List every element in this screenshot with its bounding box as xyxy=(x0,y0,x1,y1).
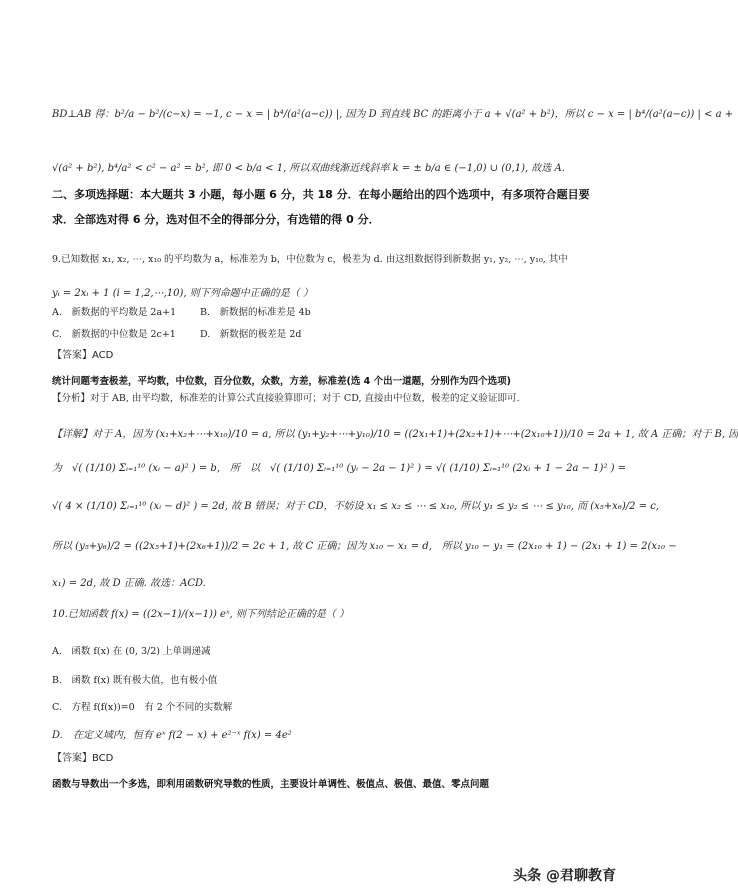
q9-note: 统计问题考查极差，平均数，中位数，百分位数，众数，方差，标准差(选 4 个出一道题，分别作为四个选项) xyxy=(52,376,511,387)
q9-option-c: C. 新数据的中位数是 2c+1 xyxy=(52,329,176,340)
section-heading-line-2: 求．全部选对得 6 分，选对但不全的得部分分，有选错的得 0 分． xyxy=(52,213,380,226)
question-10-stem: 10.已知函数 f(x) = ((2x−1)/(x−1)) eˣ, 则下列结论正确的是（ ） xyxy=(52,609,350,620)
q9-option-d: D. 新数据的极差是 2d xyxy=(200,329,302,340)
q9-detail-line-5: x₁) = 2d, 故 D 正确. 故选：ACD. xyxy=(52,578,206,589)
q10-option-b: B. 函数 f(x) 既有极大值，也有极小值 xyxy=(52,675,218,686)
q9-analysis: 【分析】对于 AB, 由平均数，标准差的计算公式直接验算即可；对于 CD, 直接由中位数，极差的定义验证即可. xyxy=(52,393,520,404)
q9-option-a: A. 新数据的平均数是 2a+1 xyxy=(52,307,177,318)
q10-answer: 【答案】BCD xyxy=(52,753,114,764)
watermark xyxy=(513,865,616,885)
solution-line-2: √(a² + b²), b⁴/a² < c² − a² = b², 即 0 < b/a < 1, 所以双曲线渐近线斜率 k = ± b/a ∈ (−1,0) ∪ (0,1), 故选 A. xyxy=(52,163,565,174)
question-9-stem: 9.已知数据 x₁, x₂, ⋯, x₁₀ 的平均数为 a，标准差为 b，中位数为 c，极差为 d. 由这组数据得到新数据 y₁, y₂, ⋯, y₁₀, 其中 xyxy=(52,254,568,265)
q9-option-b: B. 新数据的标准差是 4b xyxy=(200,307,311,318)
q10-note: 函数与导数出一个多选，即利用函数研究导数的性质，主要设计单调性、极值点、极值、最值、零点问题 xyxy=(52,779,490,790)
question-9-stem-cont: yᵢ = 2xᵢ + 1 (i = 1,2,⋯,10), 则下列命题中正确的是（ ） xyxy=(52,288,313,299)
q9-detail-line-3: √( 4 × (1/10) Σᵢ₌₁¹⁰ (xᵢ − d)² ) = 2d, 故 B 错误；对于 CD，不妨设 x₁ ≤ x₂ ≤ ⋯ ≤ x₁₀, 所以 y₁ ≤ y₂ ≤ ⋯ ≤ y₁₀, 而 (x₅+x₆)/2 = c, xyxy=(52,501,659,512)
q9-detail-line-1: 【详解】对于 A，因为 (x₁+x₂+⋯+x₁₀)/10 = a, 所以 (y₁+y₂+⋯+y₁₀)/10 = ((2x₁+1)+(2x₂+1)+⋯+(2x₁₀+1))/10 = 2a + 1, 故 A 正确；对于 B, 因 xyxy=(52,429,738,440)
section-heading-line-1: 二、多项选择题：本大题共 3 小题，每小题 6 分，共 18 分．在每小题给出的四个选项中，有多项符合题目要 xyxy=(52,188,590,201)
q9-detail-line-4: 所以 (y₅+y₆)/2 = ((2x₅+1)+(2x₆+1))/2 = 2c + 1, 故 C 正确；因为 x₁₀ − x₁ = d, 所以 y₁₀ − y₁ = (2x₁₀ + 1) − (2x₁ + 1) = 2(x₁₀ − xyxy=(52,541,677,552)
q9-answer: 【答案】ACD xyxy=(52,350,114,361)
q9-detail-line-2: 为 √( (1/10) Σᵢ₌₁¹⁰ (xᵢ − a)² ) = b, 所 以 √( (1/10) Σᵢ₌₁¹⁰ (yᵢ − 2a − 1)² ) = √( (1/10) Σᵢ₌₁¹⁰ (2xᵢ + 1 − 2a − 1)² ) = xyxy=(52,463,627,474)
q10-option-c: C. 方程 f(f(x))=0 有 2 个不同的实数解 xyxy=(52,702,233,713)
q10-option-a: A. 函数 f(x) 在 (0, 3/2) 上单调递减 xyxy=(52,646,211,657)
q10-option-d: D. 在定义域内，恒有 eˣ f(2 − x) + e²⁻ˣ f(x) = 4e² xyxy=(52,730,292,741)
watermark-text: 头条 @君聊教育 xyxy=(513,868,616,884)
solution-line-1: BD⊥AB 得：b²/a − b²/(c−x) = −1, c − x = | b⁴/(a²(a−c)) |, 因为 D 到直线 BC 的距离小于 a + √(a² + b²)，所以 c − x = | b⁴/(a²(a−c)) | < a + xyxy=(52,109,734,120)
